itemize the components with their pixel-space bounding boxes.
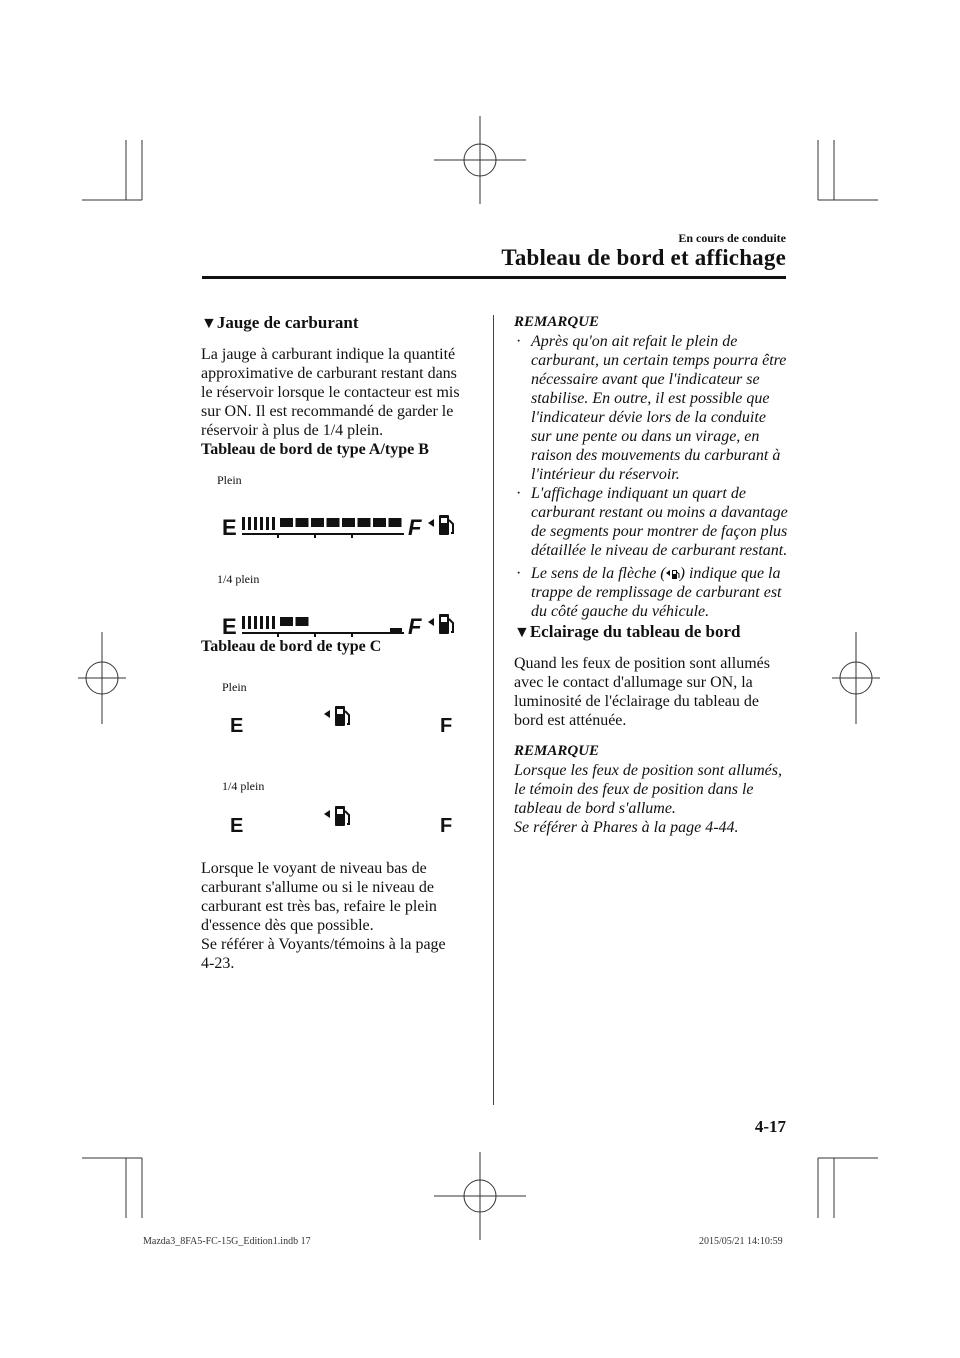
gauge-e-label: E <box>230 715 244 737</box>
page-title: Tableau de bord et affichage <box>501 245 786 270</box>
right-column <box>514 313 794 621</box>
fuel-pump-window <box>337 709 343 714</box>
gauge-segment-thin <box>242 616 245 629</box>
intro-text: La jauge à carburant indique la quantité approximative de carburant restant dans le réservoir lorsque le contacteur est mis sur ON. Il est recommandé de garder le réservoir à plus de 1/4 plein. <box>201 346 460 439</box>
fuel-hose <box>345 811 349 824</box>
fuel-arrow-icon <box>324 810 330 818</box>
fuel-pump-window <box>441 518 447 523</box>
note-item: · Après qu'on ait refait le plein de carburant, un certain temps pourra être nécessaire avant que l'indicateur se stabilise. En outre, il est possible que l'indicateur dévie lors de la conduite sur une pente ou dans un virage, en raison des mouvements du carburant à l'intérieur du réservoir. <box>516 333 787 483</box>
gauge-segment <box>327 518 340 527</box>
gauge-segment <box>311 518 324 527</box>
gauge-ab-full <box>222 507 462 547</box>
left-column <box>201 313 481 459</box>
gauge-segment <box>280 617 293 626</box>
gauge-f-label: F <box>408 515 422 540</box>
header-rule <box>202 276 786 279</box>
note-heading-1: REMARQUE <box>514 314 600 330</box>
footer-file: Mazda3_8FA5-FC-15G_Edition1.indb 17 <box>143 1236 311 1247</box>
gauge-segment-thin <box>272 616 275 629</box>
caption-full-ab: Plein <box>217 473 242 487</box>
fuel-arrow-icon <box>428 519 434 527</box>
triangle-icon: ▼ <box>514 624 530 641</box>
note-item: · Le sens de la flèche ( ) indique que la trappe de remplissage de carburant est du côté gauche du véhicule. <box>516 565 782 620</box>
gauge-segment <box>358 518 371 527</box>
section-title-fuel-gauge: ▼Jauge de carburant <box>201 313 359 332</box>
fuel-hose <box>449 520 453 533</box>
gauge-f-label: F <box>440 715 453 737</box>
gauge-e-label: E <box>222 614 237 639</box>
note-list-1 <box>514 332 794 621</box>
fuel-arrow-icon <box>428 618 434 626</box>
gauge-f-label: F <box>440 815 453 837</box>
section-title-lighting: ▼Eclairage du tableau de bord <box>514 622 741 641</box>
triangle-icon: ▼ <box>201 315 217 332</box>
gauge-segment-thin <box>266 616 269 629</box>
column-divider <box>493 315 494 1105</box>
fuel-hose <box>449 619 453 632</box>
fuel-arrow-icon <box>666 566 680 580</box>
gauge-segment-thin <box>266 517 269 530</box>
gauge-segment <box>296 518 309 527</box>
gauge-end-segment <box>390 628 402 633</box>
gauge-segment-thin <box>248 616 251 629</box>
gauge-segment-thin <box>254 616 257 629</box>
caption-quarter-ab: 1/4 plein <box>217 572 260 586</box>
gauge-f-label: F <box>408 614 422 639</box>
fuel-pump-window <box>337 809 343 814</box>
gauge-e-label: E <box>222 515 237 540</box>
fuel-pump-window <box>441 617 447 622</box>
gauge-e-label: E <box>230 815 244 837</box>
gauge-c-quarter <box>228 806 458 856</box>
gauge-segment <box>296 617 309 626</box>
caption-full-c: Plein <box>222 680 247 694</box>
gauge-segment <box>389 518 402 527</box>
chapter-label: En cours de conduite <box>678 231 786 245</box>
footer-timestamp: 2015/05/21 14:10:59 <box>699 1236 783 1247</box>
caption-quarter-c: 1/4 plein <box>222 779 265 793</box>
gauge-segment <box>280 518 293 527</box>
fuel-hose <box>345 711 349 724</box>
gauge-segment-thin <box>242 517 245 530</box>
right-column-2 <box>514 622 794 837</box>
type-c-heading: Tableau de bord de type C <box>201 638 382 655</box>
type-ab-heading: Tableau de bord de type A/type B <box>201 441 429 458</box>
outro-text: Lorsque le voyant de niveau bas de carburant s'allume ou si le niveau de carburant est très bas, refaire le plein d'essence dès que possible. Se référer à Voyants/témoins à la page 4-23. <box>201 860 446 972</box>
gauge-segment <box>373 518 386 527</box>
gauge-segment <box>342 518 355 527</box>
page-number: 4-17 <box>754 1117 786 1136</box>
gauge-segment-thin <box>260 517 263 530</box>
gauge-segment-thin <box>272 517 275 530</box>
note-heading-2: REMARQUE <box>514 743 600 759</box>
note-item: · L'affichage indiquant un quart de carburant restant ou moins a davantage de segments pour montrer de façon plus détaillée le niveau de carburant restant. <box>516 485 788 559</box>
lighting-text: Quand les feux de position sont allumés avec le contact d'allumage sur ON, la luminosité de l'éclairage du tableau de bord est atténuée. <box>514 655 770 729</box>
fuel-arrow-icon <box>324 710 330 718</box>
gauge-segment-thin <box>260 616 263 629</box>
gauge-segment-thin <box>248 517 251 530</box>
note-text-2: Lorsque les feux de position sont allumés, le témoin des feux de position dans le tableau de bord s'allume. Se référer à Phares à la page 4-44. <box>514 762 782 836</box>
gauge-c-full <box>228 706 458 756</box>
gauge-segment-thin <box>254 517 257 530</box>
